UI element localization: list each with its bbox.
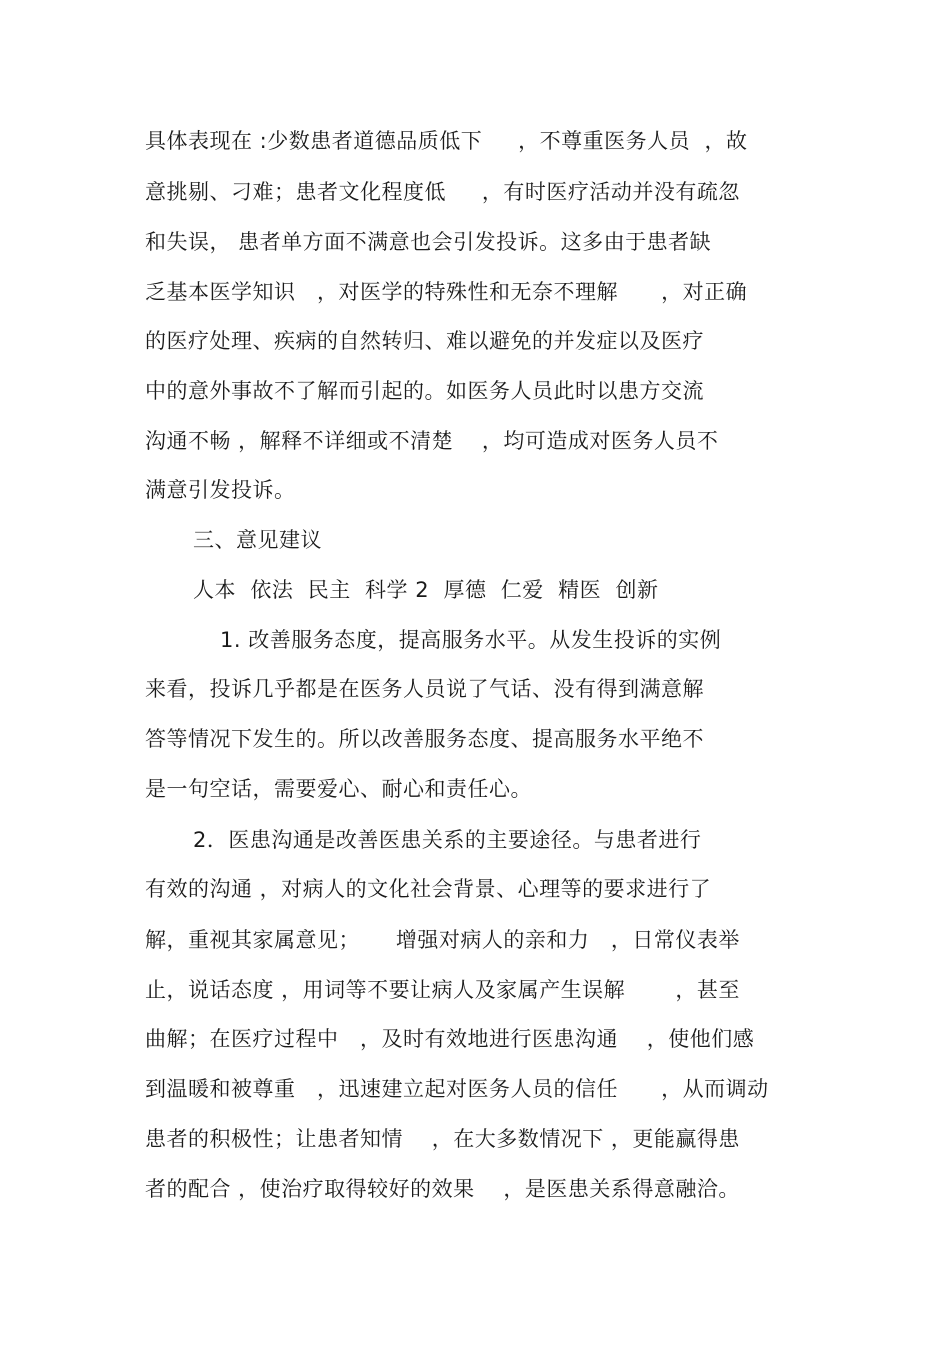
paragraph-line: 和失误， 患者单方面不满意也会引发投诉。这多由于患者缺 — [145, 230, 712, 254]
paragraph-line: 乏基本医学知识 ，对医学的特殊性和无奈不理解 ，对正确 — [145, 280, 748, 304]
paragraph-line: 是一句空话，需要爱心、耐心和责任心。 — [145, 777, 532, 801]
paragraph-line: 答等情况下发生的。所以改善服务态度、提高服务水平绝不 — [145, 727, 704, 751]
paragraph-line: 解，重视其家属意见； 增强对病人的亲和力 ，日常仪表举 — [145, 928, 740, 952]
paragraph-line: 到温暖和被尊重 ，迅速建立起对医务人员的信任 ，从而调动 — [145, 1077, 769, 1101]
paragraph-line: 来看，投诉几乎都是在医务人员说了气话、没有得到满意解 — [145, 677, 704, 701]
paragraph-line: 沟通不畅 ，解释不详细或不清楚 ，均可造成对医务人员不 — [145, 429, 719, 453]
paragraph-line: 的医疗处理、疾病的自然转归、难以避免的并发症以及医疗 — [145, 329, 704, 353]
paragraph-line: 中的意外事故不了解而引起的。如医务人员此时以患方交流 — [145, 379, 704, 403]
paragraph-line: 患者的积极性；让患者知情 ，在大多数情况下 ，更能赢得患 — [145, 1127, 740, 1151]
paragraph-line: 满意引发投诉。 — [145, 478, 296, 502]
paragraph-line: 意挑剔、刁难；患者文化程度低 ，有时医疗活动并没有疏忽 — [145, 180, 740, 204]
paragraph-line: 具体表现在 :少数患者道德品质低下 ，不尊重医务人员 ，故 — [145, 129, 748, 153]
paragraph-line: 2．医患沟通是改善医患关系的主要途径。与患者进行 — [193, 828, 702, 852]
paragraph-line: 1. 改善服务态度，提高服务水平。从发生投诉的实例 — [220, 628, 722, 652]
paragraph-line: 者的配合 ，使治疗取得较好的效果 ，是医患关系得意融洽。 — [145, 1177, 740, 1201]
paragraph-line: 止，说话态度 ，用词等不要让病人及家属产生误解 ，甚至 — [145, 978, 740, 1002]
paragraph-line: 有效的沟通 ，对病人的文化社会背景、心理等的要求进行了 — [145, 877, 712, 901]
motto-line: 人本 依法 民主 科学 2 厚德 仁爱 精医 创新 — [193, 578, 659, 602]
paragraph-line: 曲解；在医疗过程中 ，及时有效地进行医患沟通 ，使他们感 — [145, 1027, 755, 1051]
section-heading: 三、意见建议 — [193, 528, 322, 552]
